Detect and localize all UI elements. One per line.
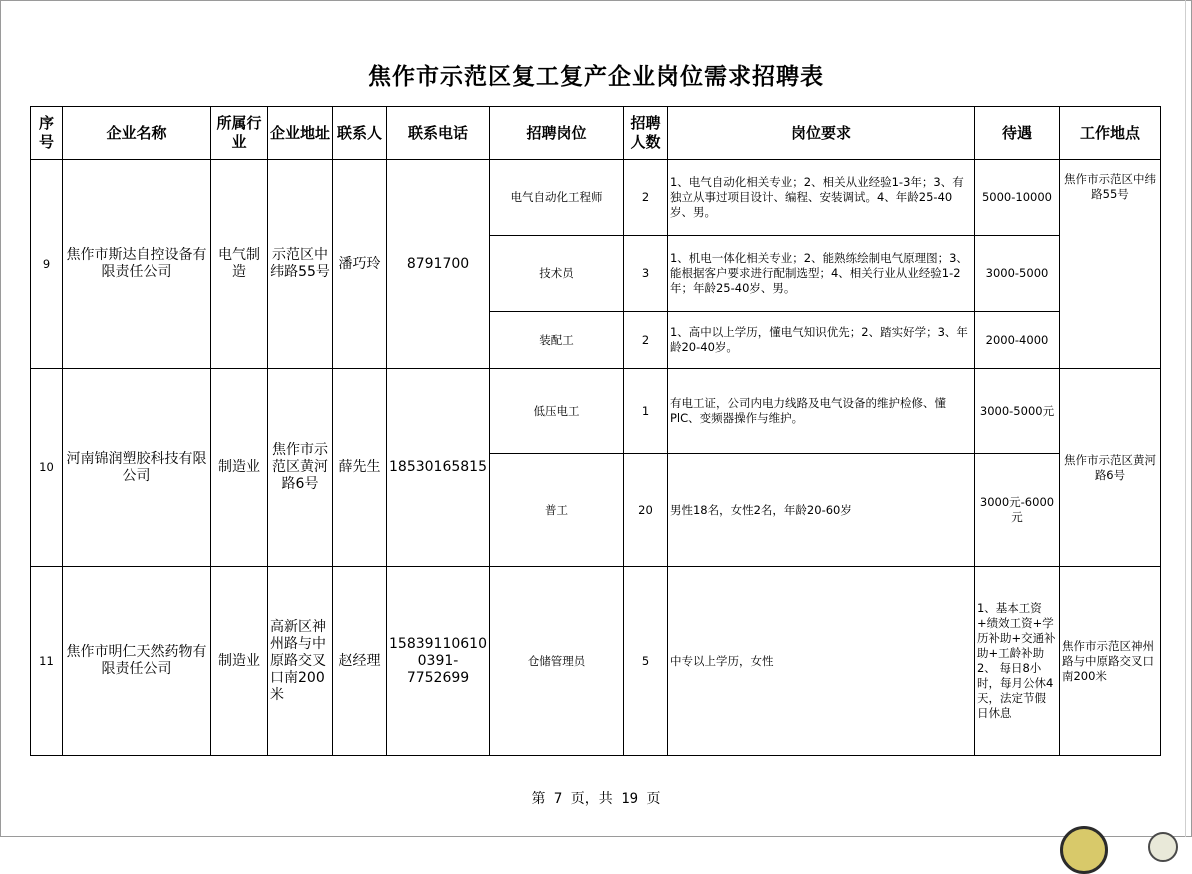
cell-address: 焦作市示范区黄河路6号: [268, 369, 333, 567]
cell-requirements: 有电工证，公司内电力线路及电气设备的维护检修、懂PlC、变频器操作与维护。: [667, 369, 974, 454]
cell-location: 焦作市示范区黄河路6号: [1059, 369, 1160, 567]
page-edge: [1185, 0, 1186, 837]
header-salary: 待遇: [974, 107, 1059, 160]
seal-icon: [1060, 826, 1108, 874]
header-row: [31, 107, 1161, 160]
cell-position: 普工: [489, 454, 623, 567]
phone-line-2: 0391-7752699: [406, 652, 470, 686]
cell-count: 2: [623, 312, 667, 369]
table-row: [31, 160, 1161, 236]
cell-salary: 1、基本工资+绩效工资+学历补助+交通补助+工龄补助 2、 每日8小时，每月公休4天，法定节假日休息: [974, 567, 1059, 756]
cell-contact: 潘巧玲: [333, 160, 387, 369]
cell-location: 焦作市示范区神州路与中原路交叉口南200米: [1059, 567, 1160, 756]
recruitment-table: [30, 106, 1161, 756]
cell-seq: 9: [31, 160, 63, 369]
cell-requirements: 中专以上学历，女性: [667, 567, 974, 756]
cell-seq: 10: [31, 369, 63, 567]
header-contact: 联系人: [333, 107, 387, 160]
cell-position: 装配工: [489, 312, 623, 369]
cell-count: 1: [623, 369, 667, 454]
cell-count: 3: [623, 236, 667, 312]
cell-company: 焦作市斯达自控设备有限责任公司: [63, 160, 211, 369]
cell-position: 电气自动化工程师: [489, 160, 623, 236]
cell-salary: 3000-5000: [974, 236, 1059, 312]
table-row: [31, 567, 1161, 756]
phone-line-1: 15839110610: [389, 635, 487, 652]
header-address: 企业地址: [268, 107, 333, 160]
header-seq: 序号: [31, 107, 63, 160]
cell-company: 河南锦润塑胶科技有限公司: [63, 369, 211, 567]
cell-count: 20: [623, 454, 667, 567]
cell-salary: 3000-5000元: [974, 369, 1059, 454]
cell-company: 焦作市明仁天然药物有限责任公司: [63, 567, 211, 756]
cell-requirements: 1、电气自动化相关专业；2、相关从业经验1-3年；3、有独立从事过项目设计、编程、安装调试。4、年龄25-40岁、男。: [667, 160, 974, 236]
cell-position: 仓储管理员: [489, 567, 623, 756]
cell-phone: 18530165815: [387, 369, 490, 567]
cell-requirements: 1、机电一体化相关专业；2、能熟练绘制电气原理图；3、能根据客户要求进行配制选型；4、相关行业从业经验1-2年；年龄25-40岁、男。: [667, 236, 974, 312]
cell-industry: 制造业: [211, 369, 268, 567]
header-count: 招聘人数: [623, 107, 667, 160]
cell-count: 5: [623, 567, 667, 756]
cell-position: 技术员: [489, 236, 623, 312]
cell-address: 高新区神州路与中原路交叉口南200米: [268, 567, 333, 756]
cell-contact: 赵经理: [333, 567, 387, 756]
cell-position: 低压电工: [489, 369, 623, 454]
cell-phone: [387, 567, 490, 756]
cell-requirements: 男性18名，女性2名，年龄20-60岁: [667, 454, 974, 567]
cell-industry: 电气制造: [211, 160, 268, 369]
cell-seq: 11: [31, 567, 63, 756]
cell-requirements: 1、高中以上学历，懂电气知识优先；2、踏实好学；3、年龄20-40岁。: [667, 312, 974, 369]
header-position: 招聘岗位: [489, 107, 623, 160]
cell-salary: 3000元-6000元: [974, 454, 1059, 567]
header-industry: 所属行业: [211, 107, 268, 160]
cell-location: 焦作市示范区中纬路55号: [1059, 160, 1160, 369]
cell-salary: 2000-4000: [974, 312, 1059, 369]
page-title: 焦作市示范区复工复产企业岗位需求招聘表: [368, 64, 824, 90]
page-footer: 第 7 页，共 19 页: [531, 791, 661, 807]
cell-contact: 薛先生: [333, 369, 387, 567]
cell-salary: 5000-10000: [974, 160, 1059, 236]
cell-count: 2: [623, 160, 667, 236]
header-phone: 联系电话: [387, 107, 490, 160]
header-location: 工作地点: [1059, 107, 1160, 160]
header-company: 企业名称: [63, 107, 211, 160]
cell-phone: 8791700: [387, 160, 490, 369]
cell-address: 示范区中纬路55号: [268, 160, 333, 369]
table-row: [31, 369, 1161, 454]
header-requirements: 岗位要求: [667, 107, 974, 160]
cell-industry: 制造业: [211, 567, 268, 756]
